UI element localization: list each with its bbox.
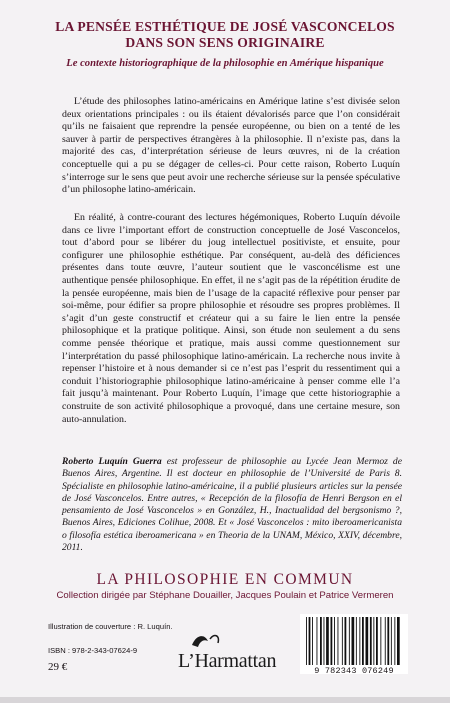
book-title-line2: DANS SON SENS ORIGINAIRE: [125, 35, 325, 50]
paragraph-text: L’étude des philosophes latino-américains en Amérique latine s’est divisée selon deux orientations principales : ou ils étaient dévalorisés parce que l’on considérait qu’ils ne faisaient que reprendre la pensée européenne, ou bien on a tenté de les sauver à partir de perspectives étrangères à la philosophie. Il n’existe pas, dans la majorité des cas, d’interprétation sérieuse de leurs œuvres, ni de la création conceptuelle qui a pu se dégager de celles-ci. Pour cette raison, Roberto Luquín s’interroge sur le sens que peut avoir une recherche sérieuse sur la pensée spéculative d’un philosophe latino-américain.: [62, 96, 400, 196]
barcode-digits: 9 782343 076249: [314, 666, 394, 676]
author-bio: [62, 456, 402, 554]
collection-directors: Collection dirigée par Stéphane Douailler, Jacques Poulain et Patrice Vermeren: [56, 590, 394, 601]
book-title-line1: LA PENSÉE ESTHÉTIQUE DE JOSÉ VASCONCELOS: [55, 19, 395, 34]
price: 29 €: [48, 661, 68, 673]
isbn: ISBN : 978-2-343-07624-9: [48, 646, 138, 655]
summary-paragraph-1: [62, 96, 400, 197]
paragraph-text: En réalité, à contre-courant des lectures hégémoniques, Roberto Luquín dévoile dans ce livre l’important effort de construction conceptuelle de José Vasconcelos, tout d’abord pour se libérer du joug intellectuel positiviste, et ensuite, pour configurer une philosophie esthétique. Par conséquent, au-delà des déficiences présentes dans toute œuvre, l’auteur soutient que le vasconcélisme est une authentique pensée philosophique. En effet, il ne s’agit pas de la répétition érudite de la pensée européenne, mais bien de l’usage de la capacité réflexive pour penser par soi-même, pour édifier sa propre philosophie et résoudre ses propres problèmes. Il s’agit d’un geste constructif et créateur qui a su faire le lien entre la pensée philosophique et la pratique politique. Ainsi, son étude non seulement a du sens comme pensée théorique et pratique, mais aussi comme questionnement sur l’interprétation du passé philosophique latino-américain. La recherche nous invite à repenser l’histoire et à nous demander si ce n’est pas l’esprit du ressentiment qui a conduit l’historiographie philosophique latino-américaine à penser comme elle l’a fait jusqu’à maintenant. Pour Roberto Luquín, l’image que cette historiographie a construite de son activité philosophique a provoqué, dans une certaine mesure, son auto-annulation.: [62, 212, 400, 425]
author-bio-text: est professeur de philosophie au Lycée Jean Mermoz de Buenos Aires, Argentine. Il est docteur en philosophie de l’Université de Paris 8. Spécialiste en philosophie latino-américaine, il a publié plusieurs articles sur la pensée de José Vasconcelos. Entre autres, « Recepción de la filosofía de Henri Bergson en el pensamiento de José Vasconcelos » en González, H., Inactualidad del bergsonismo ?, Buenos Aires, Ediciones Colihue, 2008. Et « José Vasconcelos : mito iberoamericanista o filosofía estética iberoamericana » en Theoria de la UNAM, México, XXIV, décembre, 2011.: [62, 456, 402, 554]
summary-paragraph-2: [62, 212, 400, 426]
book-subtitle: Le contexte historiographique de la philosophie en Amérique hispanique: [66, 58, 384, 69]
series-title: LA PHILOSOPHIE EN COMMUN: [96, 571, 354, 588]
cover-illustration-credit: Illustration de couverture : R. Luquín.: [48, 622, 173, 631]
publisher-name: L’Harmattan: [178, 650, 277, 672]
barcode: [300, 614, 408, 674]
bottom-edge: [0, 697, 450, 703]
author-name: Roberto Luquín Guerra: [62, 456, 162, 467]
